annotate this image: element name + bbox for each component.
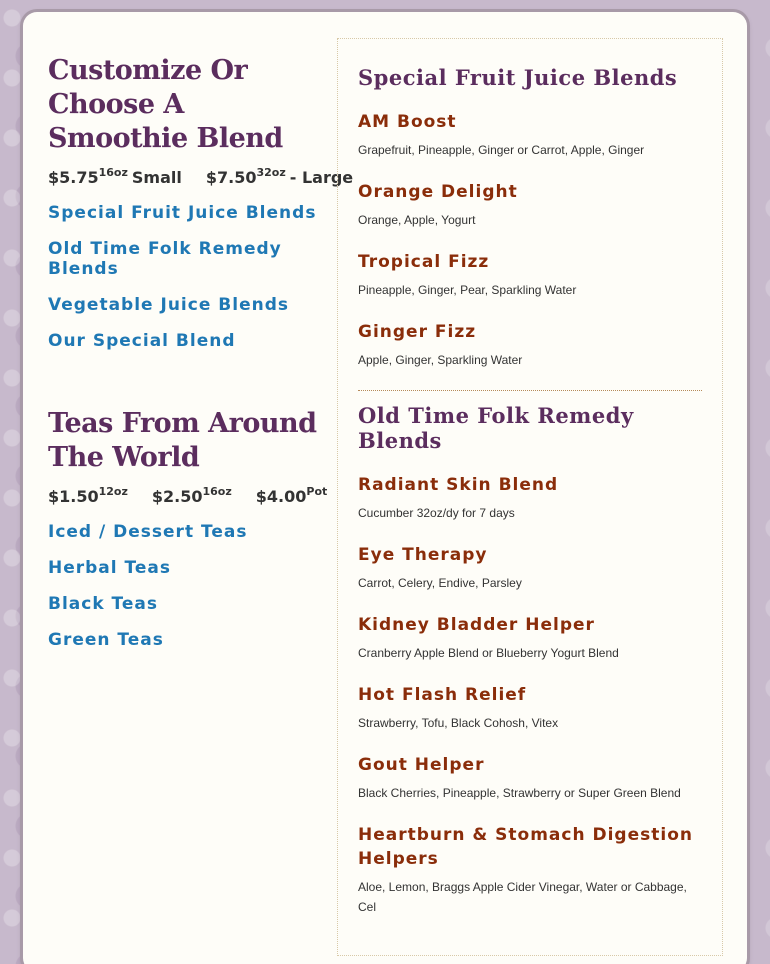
menu-item-name: Hot Flash Relief (358, 685, 527, 705)
teas-prices (48, 485, 328, 506)
link-special-fruit-juice-blends[interactable]: Special Fruit Juice Blends (48, 203, 317, 223)
menu-item-desc: Aloe, Lemon, Braggs Apple Cider Vinegar, Water or Cabbage, Cel (358, 880, 687, 914)
price-16oz (152, 485, 232, 506)
menu-item-name: Tropical Fizz (358, 252, 490, 272)
price-size-sup: 16oz (98, 166, 128, 179)
menu-item-name: Gout Helper (358, 755, 485, 775)
link-green-teas[interactable]: Green Teas (48, 630, 164, 650)
menu-item-name: Ginger Fizz (358, 322, 477, 342)
price-size-sup: 32oz (256, 166, 286, 179)
link-black-teas[interactable]: Black Teas (48, 594, 159, 614)
menu-item-name: AM Boost (358, 112, 457, 132)
link-vegetable-juice-blends[interactable]: Vegetable Juice Blends (48, 295, 289, 315)
section-divider (358, 390, 702, 391)
teas-title: Teas From Around The World (48, 408, 317, 473)
price-size-sup: Pot (306, 485, 328, 498)
price-label: Small (131, 168, 182, 187)
price-large (206, 166, 353, 187)
menu-item-desc: Pineapple, Ginger, Pear, Sparkling Water (358, 283, 577, 297)
price-small (48, 166, 182, 187)
right-column (337, 38, 723, 956)
smoothie-title: Customize Or Choose A Smoothie Blend (48, 55, 283, 154)
price-amount: $4.00 (255, 487, 307, 506)
menu-item-desc: Cranberry Apple Blend or Blueberry Yogurt Blend (358, 646, 619, 660)
price-amount: $2.50 (151, 487, 203, 506)
price-label: - Large (289, 168, 354, 187)
menu-item-name: Eye Therapy (358, 545, 488, 565)
left-column (48, 54, 354, 650)
menu-item-desc: Carrot, Celery, Endive, Parsley (358, 576, 522, 590)
menu-item-name: Radiant Skin Blend (358, 475, 559, 495)
price-size-sup: 12oz (98, 485, 128, 498)
link-herbal-teas[interactable]: Herbal Teas (48, 558, 171, 578)
menu-item-name: Orange Delight (358, 182, 518, 202)
menu-item-desc: Orange, Apple, Yogurt (358, 213, 476, 227)
price-amount: $5.75 (48, 168, 99, 187)
price-amount: $7.50 (205, 168, 257, 187)
menu-item-desc: Cucumber 32oz/dy for 7 days (358, 506, 515, 520)
price-12oz (48, 485, 128, 506)
link-our-special-blend[interactable]: Our Special Blend (48, 331, 236, 351)
menu-item-name: Heartburn & Stomach Digestion Helpers (358, 825, 693, 869)
folk-section-title: Old Time Folk Remedy Blends (358, 403, 634, 453)
menu-item-desc: Apple, Ginger, Sparkling Water (358, 353, 523, 367)
teas-section (48, 407, 328, 650)
menu-item-name: Kidney Bladder Helper (358, 615, 595, 635)
link-iced-dessert-teas[interactable]: Iced / Dessert Teas (48, 522, 248, 542)
link-old-time-folk-remedy-blends[interactable]: Old Time Folk Remedy Blends (48, 239, 282, 279)
price-size-sup: 16oz (202, 485, 232, 498)
price-amount: $1.50 (48, 487, 99, 506)
menu-item-desc: Strawberry, Tofu, Black Cohosh, Vitex (358, 716, 559, 730)
menu-item-desc: Black Cherries, Pineapple, Strawberry or Super Green Blend (358, 786, 681, 800)
price-pot (256, 485, 328, 506)
fruit-section-title: Special Fruit Juice Blends (358, 65, 678, 90)
smoothie-prices (48, 166, 354, 187)
menu-item-desc: Grapefruit, Pineapple, Ginger or Carrot, Apple, Ginger (358, 143, 645, 157)
